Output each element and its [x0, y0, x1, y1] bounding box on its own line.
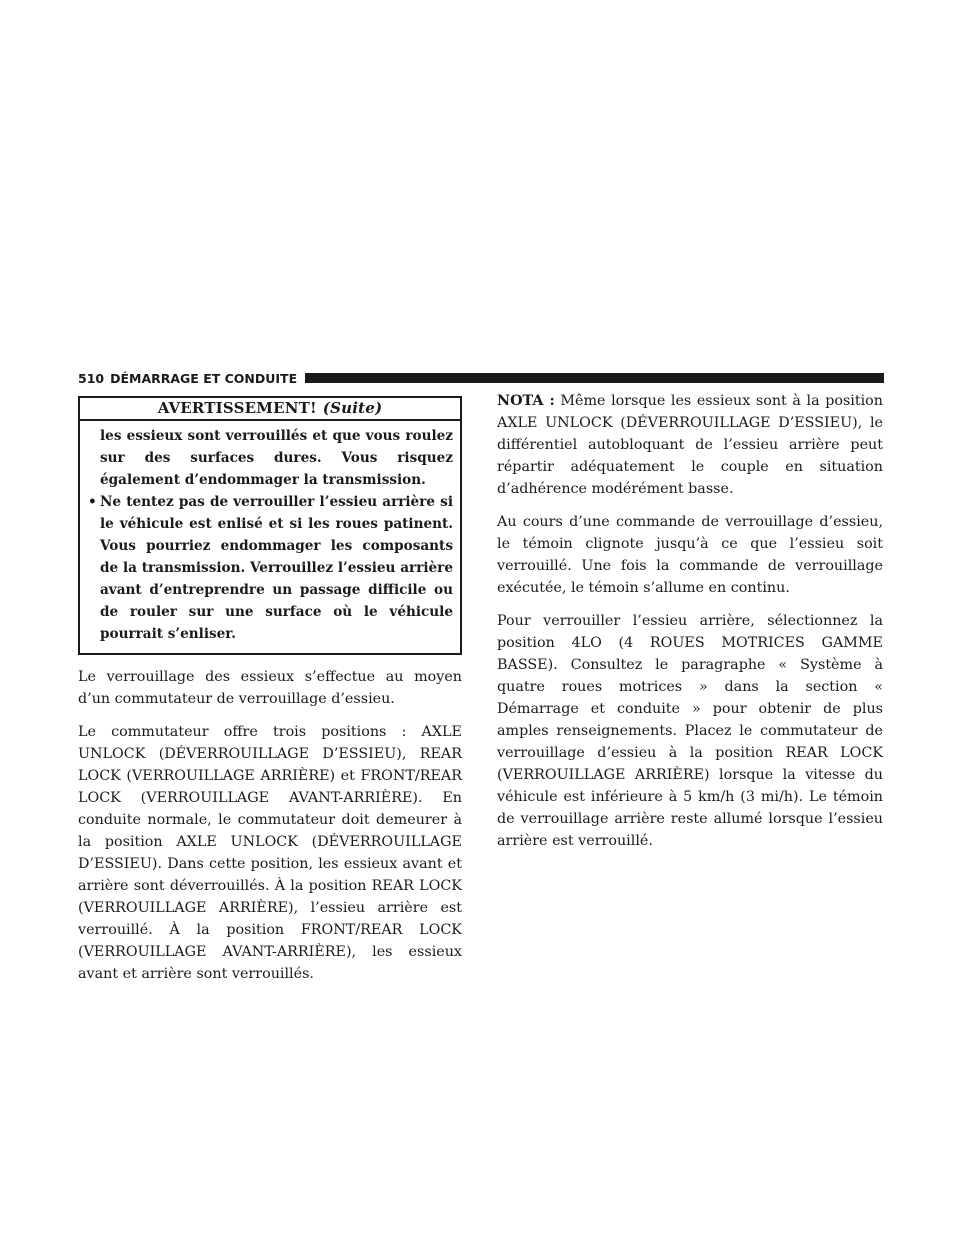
bullet-icon: •	[88, 494, 97, 510]
warning-title-text: AVERTISSEMENT!	[157, 399, 317, 417]
warning-body	[80, 421, 460, 653]
section-title: DÉMARRAGE ET CONDUITE	[110, 370, 298, 386]
warning-title	[80, 398, 460, 421]
nota-text: Même lorsque les essieux sont à la position AXLE UNLOCK (DÉVERROUILLAGE D’ESSIEU), le différentiel autobloquant de l’essieu arrière peut répartir adéquatement le couple en situation d’adhérence modérément basse.	[497, 393, 883, 497]
warning-bullet-text: Ne tentez pas de verrouiller l’essieu arrière si le véhicule est enlisé et si les roues patinent. Vous pourriez endommager les composants de la transmission. Verrouillez l’essieu arrière avant d’entreprendre un passage difficile ou de rouler sur une surface où le véhicule pourrait s’enliser.	[100, 494, 453, 642]
left-column	[78, 396, 462, 996]
paragraph: Le commutateur offre trois positions : AXLE UNLOCK (DÉVERROUILLAGE D’ESSIEU), REAR LOCK (VERROUILLAGE ARRIÈRE) et FRONT/REAR LOCK (VERROUILLAGE AVANT-ARRIÈRE). En conduite normale, le commutateur doit demeurer à la position AXLE UNLOCK (DÉVERROUILLAGE D’ESSIEU). Dans cette position, les essieux avant et arrière sont déverrouillés. À la position REAR LOCK (VERROUILLAGE ARRIÈRE), l’essieu arrière est verrouillé. À la position FRONT/REAR LOCK (VERROUILLAGE AVANT-ARRIÈRE), les essieux avant et arrière sont verrouillés.	[78, 724, 462, 982]
warning-box	[78, 396, 462, 655]
warning-bullet-item	[88, 491, 453, 645]
paragraph: Pour verrouiller l’essieu arrière, sélectionnez la position 4LO (4 ROUES MOTRICES GAMME BASSE). Consultez le paragraphe « Système à quatre roues motrices » dans la section « Démarrage et conduite » pour obtenir de plus amples renseignements. Placez le commutateur de verrouillage d’essieu à la position REAR LOCK (VERROUILLAGE ARRIÈRE) lorsque la vitesse du véhicule est inférieure à 5 km/h (3 mi/h). Le témoin de verrouillage arrière reste allumé lorsque l’essieu arrière est verrouillé.	[497, 613, 883, 849]
warning-continued-text: les essieux sont verrouillés et que vous roulez sur des surfaces dures. Vous risquez également d’endommager la transmission.	[100, 428, 453, 488]
nota-label: NOTA :	[497, 393, 555, 409]
paragraph: Au cours d’une commande de verrouillage d’essieu, le témoin clignote jusqu’à ce que l’essieu soit verrouillé. Une fois la commande de verrouillage exécutée, le témoin s’allume en continu.	[497, 514, 883, 596]
header-rule	[305, 373, 884, 383]
paragraph: Le verrouillage des essieux s’effectue au moyen d’un commutateur de verrouillage d’essieu.	[78, 669, 462, 707]
right-column	[497, 393, 883, 863]
warning-title-suffix: (Suite)	[322, 399, 383, 417]
page-header	[78, 370, 884, 386]
nota-paragraph	[497, 390, 883, 500]
page-number: 510	[78, 370, 105, 386]
